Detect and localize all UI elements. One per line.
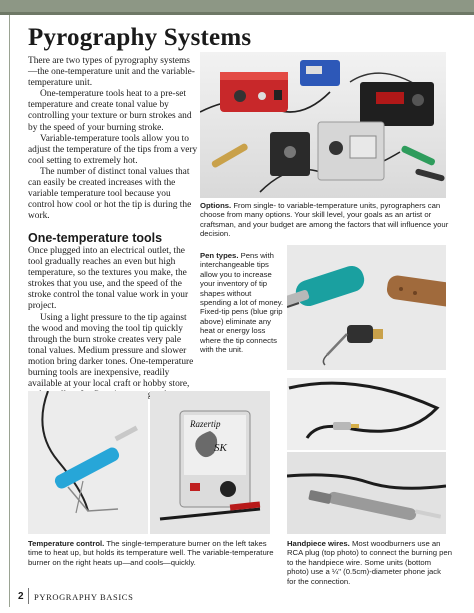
temperature-control-caption [28, 539, 274, 567]
variable-temp-burner-photo [150, 391, 270, 534]
intro-paragraph-4: The number of distinct tonal values that can easily be created increases with the variable temperature tool because you control how cool or hot the tip is during the work. [28, 166, 192, 222]
intro-paragraph-2: One-temperature tools heat to a pre-set temperature and create tonal value by controlling your texture or burn strokes and by the speed of your burning stroke. [28, 89, 192, 133]
single-temp-burner-photo [28, 391, 148, 534]
footer-divider [28, 588, 29, 604]
options-caption [200, 201, 452, 239]
handpiece-wires-caption-text: Most woodburners use an RCA plug (top photo) to connect the burning pen to the handpiece wire. Some units (bottom photo) use a ¼" (0.5cm)-diameter phone jack for the connection. [287, 539, 452, 586]
options-caption-text: From single- to variable-temperature units, pyrographers can choose from many options. Your skill level, your goals as an artist or craftsman, and your budget are among the factors that will influence your decision. [200, 201, 449, 239]
intro-paragraph-3: Variable-temperature tools allow you to adjust the temperature of the tips from a very cool setting to extremely hot. [28, 133, 198, 166]
temperature-control-caption-title: Temperature control. [28, 539, 105, 548]
pen-types-caption-text: Pens with interchangeable tips allow you to increase your inventory of tip shapes without spending a lot of money. Fixed-tip pens (blue grip above) eliminate any heat or energy loss where the tip connects with the unit. [200, 251, 284, 355]
pen-types-photo [287, 245, 446, 370]
footer-book-title: PYROGRAPHY BASICS [34, 592, 134, 602]
section-paragraph-2: Using a light pressure to the tip against the wood and moving the tool tip quickly through the burn stroke creates very pale tonal values. Medium pressure and slower motion bring darker tones. One-temperature burning tools are inexpensive, readily available at your local craft or hobby store, [28, 312, 194, 390]
margin-rule [9, 15, 10, 607]
phone-jack-photo [287, 452, 446, 534]
section-paragraph-1: Once plugged into an electrical outlet, the tool gradually reaches an even but high temperature, so the textures you make, the strokes that you use, and the speed of the stroke control the tonal value work in your project. [28, 246, 189, 312]
section-text [28, 246, 198, 412]
intro-paragraph-1: There are two types of pyrography systems—the one-temperature unit and the variable-temperature unit. [28, 56, 195, 89]
temperature-control-caption-text: The single-temperature burner on the left takes time to heat up, but holds its temperature well. The variable-temperature burner on the right heats up—and cools—quickly. [28, 539, 274, 567]
burner-model-label: SK [214, 442, 227, 454]
rca-plug-photo [287, 378, 446, 450]
handpiece-wires-caption-title: Handpiece wires. [287, 539, 350, 548]
page-title: Pyrography Systems [28, 24, 252, 51]
intro-text [28, 56, 198, 222]
pen-types-caption-title: Pen types. [200, 251, 239, 260]
pen-types-caption [200, 251, 284, 354]
top-color-band [0, 0, 474, 15]
handpiece-wires-caption [287, 539, 452, 586]
options-caption-title: Options. [200, 201, 232, 210]
page-number: 2 [18, 591, 24, 602]
section-heading: One-temperature tools [28, 231, 163, 245]
burner-brand-label: Razertip [190, 419, 221, 429]
options-photo [200, 52, 446, 198]
